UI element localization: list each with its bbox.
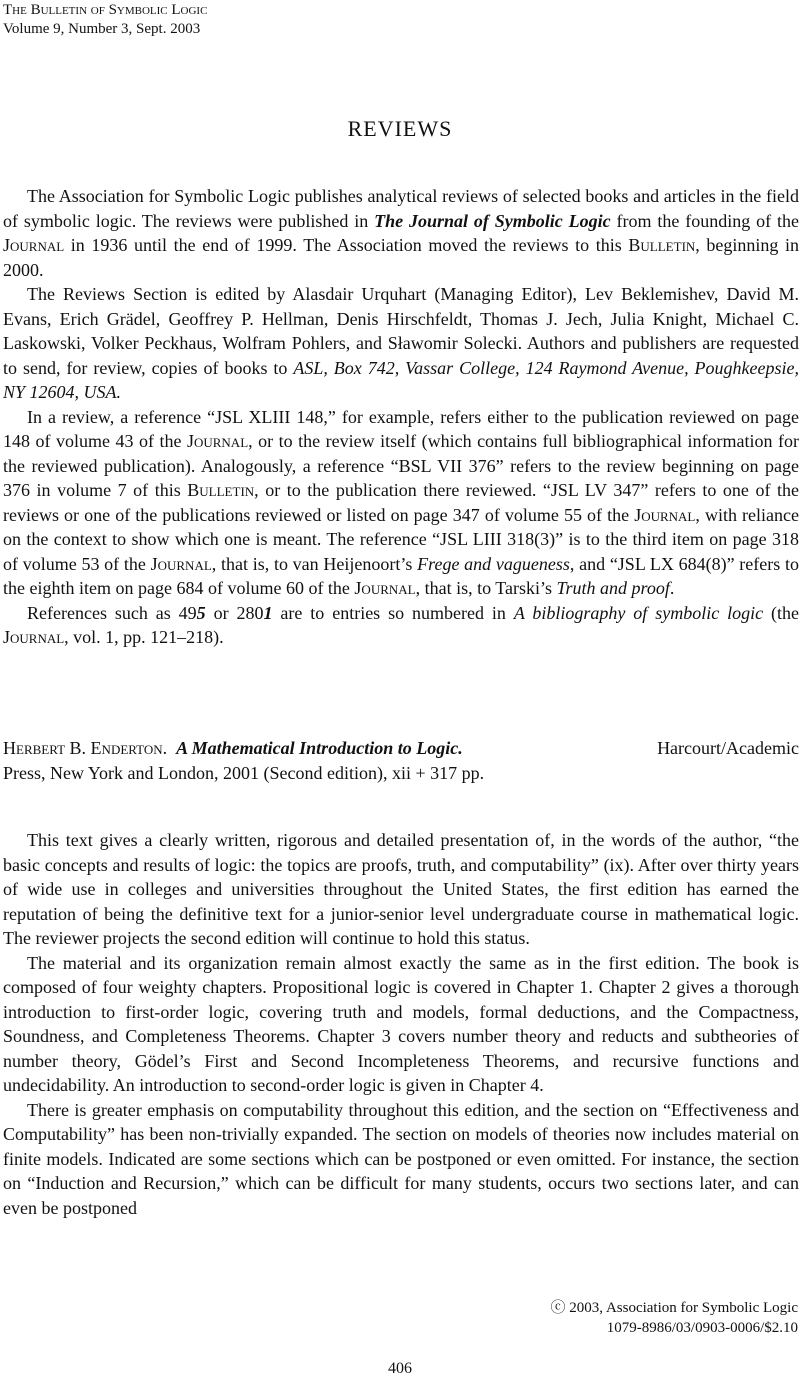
review-publisher-b: Press, New York and London, 2001 (Second edition), xii + 317 pp. [3, 762, 485, 783]
review-publisher-a: Harcourt/Academic [657, 738, 799, 758]
intro-paragraph-4: References such as 495 or 2801 are to entries so numbered in A bibliography of symbolic logic (the Journal, vol. 1, pp. 121–218). [3, 602, 800, 647]
running-header-volume: Volume 9, Number 3, Sept. 2003 [3, 21, 201, 37]
page-number: 406 [388, 1360, 412, 1377]
copyright-line: ⓒ 2003, Association for Symbolic Logic [550, 1300, 798, 1316]
intro-paragraph-3: In a review, a reference “JSL XLIII 148,” for example, refers either to the publication reviewed on page 148 of volume 43 of the Journal, or to the review itself (which contains full bibliographical information for the reviewed publication). Analogously, a reference “BSL VII 376” refers to the review beginning on page 376 in volume 7 of this Bulletin, or to the publication there reviewed. “JSL LV 347” refers to one of the reviews or one of the publications reviewed or listed on page 347 of volume 55 of the Journal, with reliance on the context to show which one is meant. The reference “JSL LIII 318(3)” is to the third item on page 318 of volume 53 of the Journal, that is, to van Heijenoort’s Frege and vagueness, and “JSL LX 684(8)” refers to the eighth item on page 684 of volume 60 of the Journal, that is, to Tarski’s Truth and proof. [3, 406, 799, 598]
review-paragraph-1: This text gives a clearly written, rigorous and detailed presentation of, in the words of the author, “the basic concepts and results of logic: the topics are proofs, truth, and computability” (ix). After over thirty years of wide use in colleges and universities throughout the United States, the first edition has earned the reputation of being the definitive text for a junior-senior level undergraduate course in mathematical logic. The reviewer projects the second edition will continue to hold this status. [3, 830, 799, 948]
section-title: REVIEWS [347, 116, 453, 141]
review-book-title: A Mathematical Introduction to Logic. [176, 738, 463, 758]
issn-line: 1079-8986/03/0903-0006/$2.10 [606, 1320, 798, 1336]
review-heading [3, 736, 799, 785]
running-header-journal: The Bulletin of Symbolic Logic [3, 2, 208, 18]
intro-paragraph-2: The Reviews Section is edited by Alasdair Urquhart (Managing Editor), Lev Beklemishev, David M. Evans, Erich Grädel, Geoffrey P. Hellman, Denis Hirschfeldt, Thomas J. Jech, Julia Knight, Michael C. Laskowski, Volker Peckhaus, Wolfram Pohlers, and Sławomir Solecki. Authors and publishers are requested to send, for review, copies of books to ASL, Box 742, Vassar College, 124 Raymond Avenue, Poughkeepsie, NY 12604, USA. [3, 284, 799, 402]
review-paragraph-2: The material and its organization remain almost exactly the same as in the first edition. The book is composed of four weighty chapters. Propositional logic is covered in Chapter 1. Chapter 2 gives a thorough introduction to first-order logic, covering truth and models, formal deductions, and the Compactness, Soundness, and Completeness Theorems. Chapter 3 covers number theory and reducts and subtheories of number theory, Gödel’s First and Second Incompleteness Theorems, and recursive functions and undecidability. An introduction to second-order logic is given in Chapter 4. [3, 952, 799, 1095]
review-author: Herbert B. Enderton. [3, 738, 168, 758]
review-body [3, 828, 799, 1220]
review-paragraph-3: There is greater emphasis on computability throughout this edition, and the section on “Effectiveness and Computability” has been non-trivially expanded. The section on models of theories now includes material on finite models. Indicated are some sections which can be postponed or even omitted. For instance, the section on “Induction and Recursion,” which can be difficult for many students, occurs two sections later, and can even be postponed [3, 1099, 799, 1218]
intro-paragraph-1: The Association for Symbolic Logic publishes analytical reviews of selected books and articles in the field of symbolic logic. The reviews were published in The Journal of Symbolic Logic from the founding of the Journal in 1936 until the end of 1999. The Association moved the reviews to this Bulletin, beginning in 2000. [3, 186, 799, 280]
intro-section [3, 184, 799, 650]
